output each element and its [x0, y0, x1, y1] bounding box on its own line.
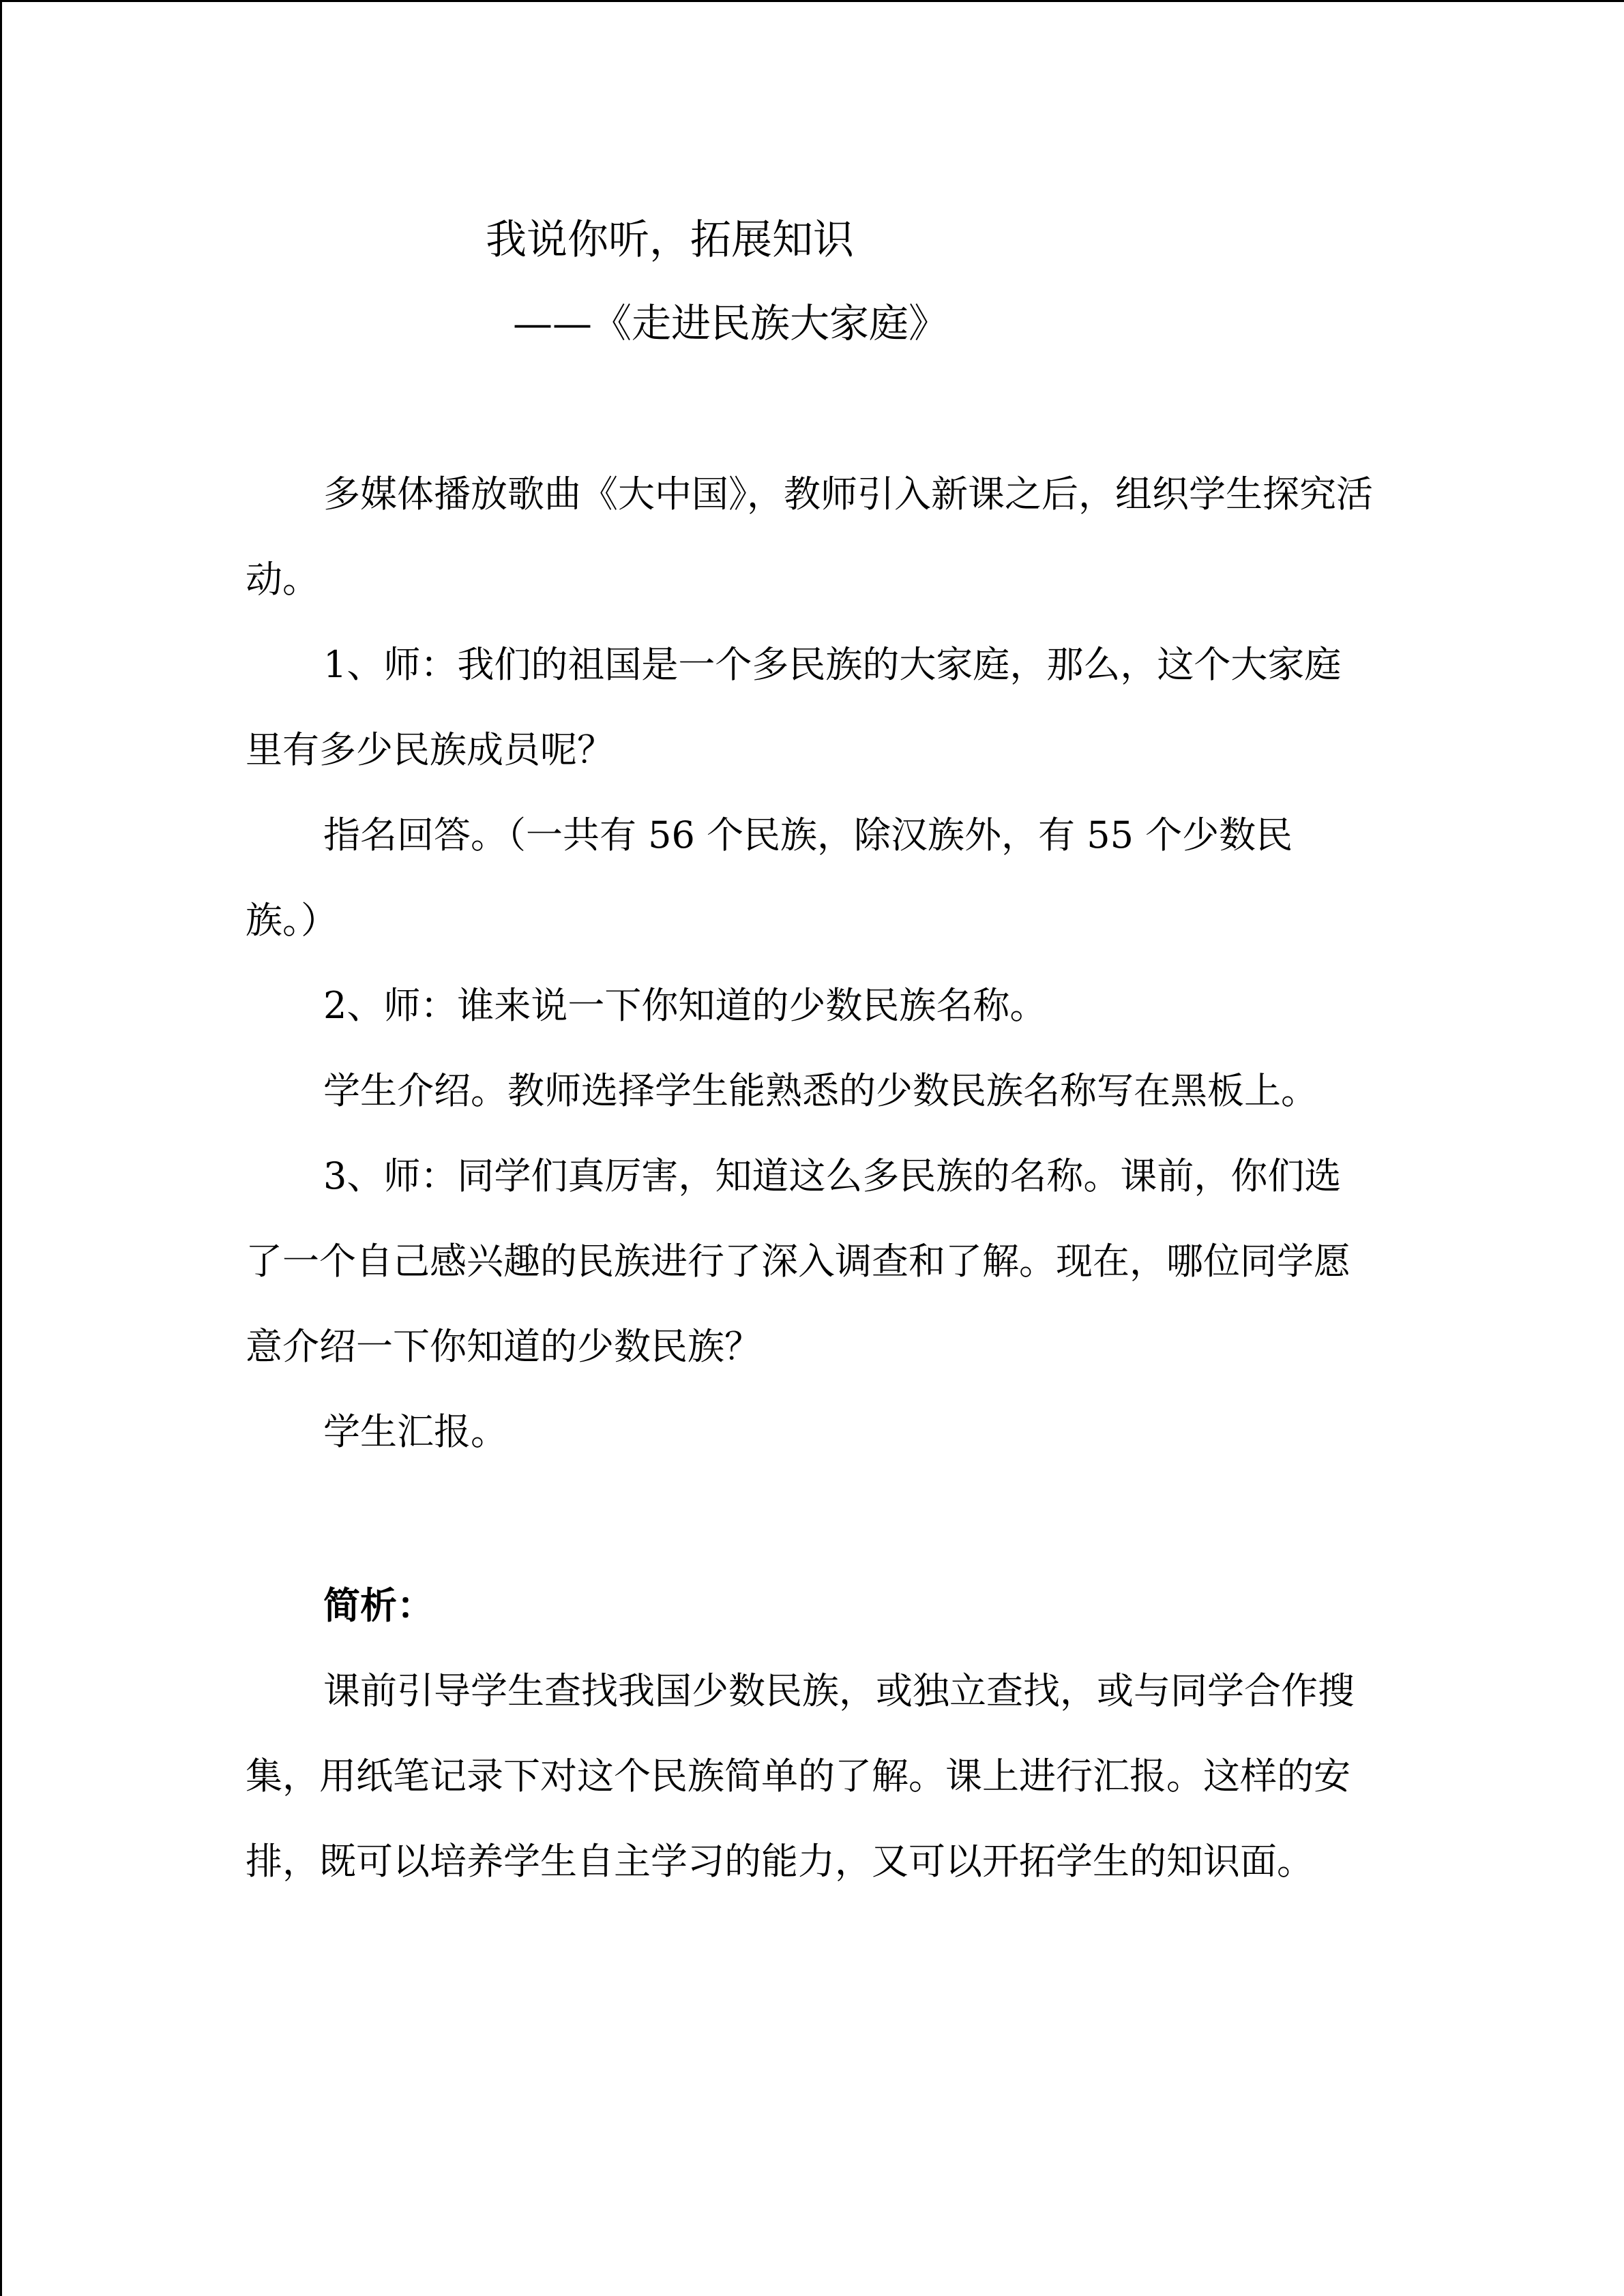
paragraph-question-2: 2、师：谁来说一下你知道的少数民族名称。	[323, 984, 1047, 1027]
page-border-left	[0, 0, 2, 2296]
paragraph-answer-1: 指名回答。（一共有 56 个民族，除汉族外，有 55 个少数民族。）	[246, 814, 1293, 942]
paragraph-question-3: 3、师：同学们真厉害，知道这么多民族的名称。课前，你们选了一个自己感兴趣的民族进行了深入调查和了解。现在，哪位同学愿意介绍一下你知道的少数民族？	[246, 1154, 1350, 1368]
paragraph-answer-2: 学生介绍。教师选择学生能熟悉的少数民族名称写在黑板上。	[323, 1069, 1318, 1112]
page-border-top	[0, 0, 1624, 2]
document-subtitle: ——《走进民族大家庭》	[513, 300, 949, 346]
paragraph-answer-3: 学生汇报。	[323, 1410, 507, 1453]
analysis-heading: 简析：	[323, 1583, 434, 1627]
paragraph-question-1: 1、师：我们的祖国是一个多民族的大家庭，那么，这个大家庭里有多少民族成员呢？	[246, 643, 1342, 771]
paragraph-intro: 多媒体播放歌曲《大中国》，教师引入新课之后，组织学生探究活动。	[246, 473, 1373, 601]
analysis-paragraph: 课前引导学生查找我国少数民族，或独立查找，或与同学合作搜集，用纸笔记录下对这个民族简单的了解。课上进行汇报。这样的安排，既可以培养学生自主学习的能力，又可以开拓学生的知识面。	[246, 1669, 1355, 1883]
document-title: 我说你听，拓展知识	[486, 216, 854, 264]
